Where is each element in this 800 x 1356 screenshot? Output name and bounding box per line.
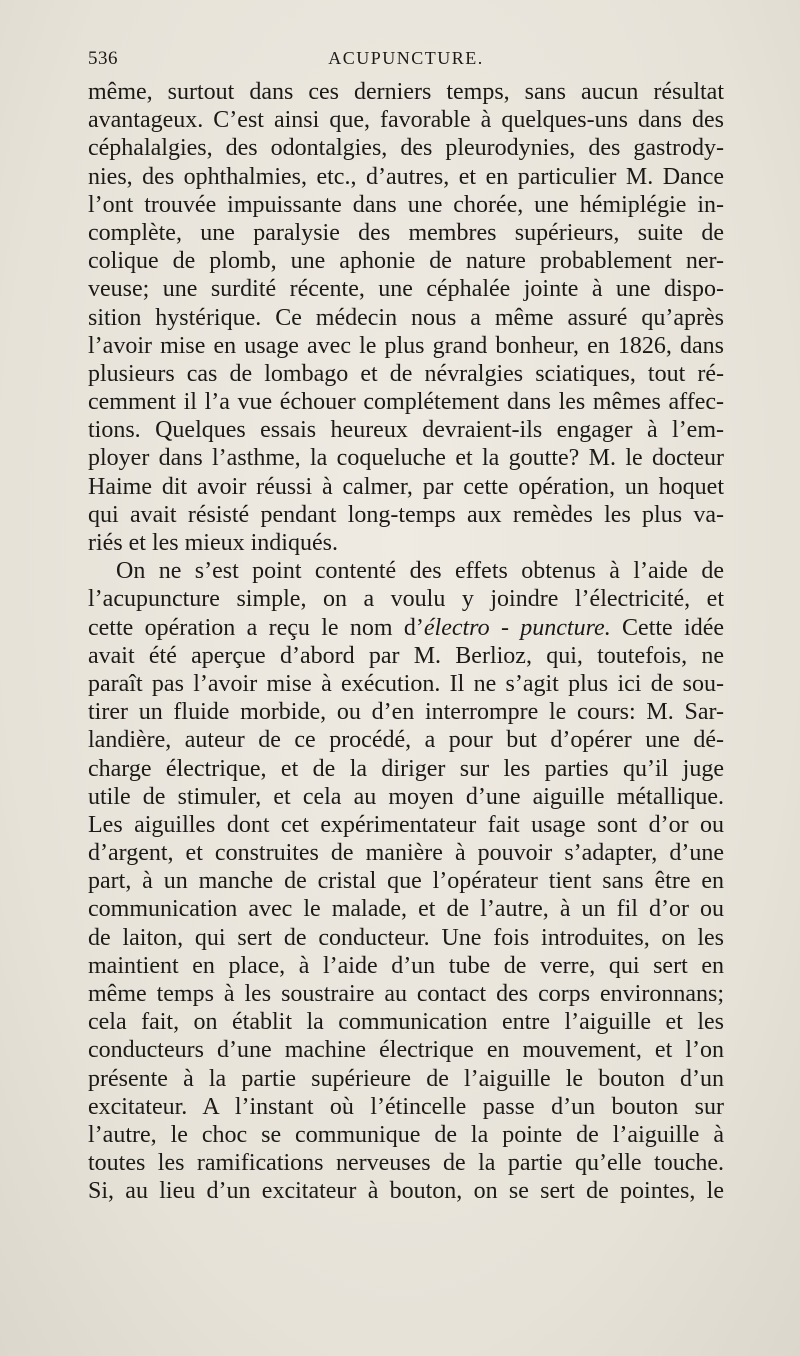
text-line: céphalalgies, des odontalgies, des pleurodynies, des gastrody- bbox=[88, 135, 724, 162]
text-line: même, surtout dans ces derniers temps, sans aucun résultat bbox=[88, 79, 724, 105]
text-line: tions. Quelques essais heureux devraient-ils engager à l’em- bbox=[88, 417, 724, 444]
text-line: Si, au lieu d’un excitateur à bouton, on se sert de pointes, le bbox=[88, 1178, 724, 1205]
text-line: l’acupuncture simple, on a voulu y joindre l’électricité, et bbox=[88, 586, 724, 613]
text-line: veuse; une surdité récente, une céphalée jointe à une dispo- bbox=[88, 276, 724, 303]
text-line: même temps à les soustraire au contact des corps environnans; bbox=[88, 981, 724, 1007]
text-line: Haime dit avoir réussi à calmer, par cette opération, un hoquet bbox=[88, 473, 724, 500]
text-line: part, à un manche de cristal que l’opérateur tient sans être en bbox=[88, 868, 724, 895]
text-line: d’argent, et construites de manière à pouvoir s’adapter, d’une bbox=[88, 840, 724, 867]
text-line: landière, auteur de ce procédé, a pour but d’opérer une dé- bbox=[88, 727, 724, 754]
text-line: avait été aperçue d’abord par M. Berlioz, qui, toutefois, ne bbox=[88, 642, 724, 669]
text-line: de laiton, qui sert de conducteur. Une fois introduites, on les bbox=[88, 924, 724, 951]
text-line: qui avait résisté pendant long-temps aux remèdes les plus va- bbox=[88, 501, 724, 528]
paragraph-first-line: On ne s’est point contenté des effets obtenus à l’aide de bbox=[116, 558, 724, 585]
text-line: colique de plomb, une aphonie de nature probablement ner- bbox=[88, 248, 724, 275]
text-line: Les aiguilles dont cet expérimentateur fait usage sont d’or ou bbox=[88, 811, 724, 838]
text-line: ployer dans l’asthme, la coqueluche et la goutte? M. le docteur bbox=[88, 445, 724, 472]
text-line: plusieurs cas de lombago et de névralgies sciatiques, tout ré- bbox=[88, 360, 724, 387]
text-segment: Cette idée bbox=[610, 614, 724, 641]
text-line: présente à la partie supérieure de l’aiguille le bouton d’un bbox=[88, 1065, 724, 1092]
text-line: conducteurs d’une machine électrique en mouvement, et l’on bbox=[88, 1037, 724, 1064]
text-line: maintient en place, à l’aide d’un tube de verre, qui sert en bbox=[88, 952, 724, 979]
text-line-electro-puncture bbox=[88, 614, 724, 642]
text-line: tirer un fluide morbide, ou d’en interrompre le cours: M. Sar- bbox=[88, 699, 724, 726]
text-line: l’avoir mise en usage avec le plus grand bonheur, en 1826, dans bbox=[88, 332, 724, 359]
text-line: excitateur. A l’instant où l’étincelle passe d’un bouton sur bbox=[88, 1093, 724, 1120]
text-line: charge électrique, et de la diriger sur les parties qu’il juge bbox=[88, 755, 724, 782]
text-line: sition hystérique. Ce médecin nous a même assuré qu’après bbox=[88, 304, 724, 331]
text-line: communication avec le malade, et de l’autre, à un fil d’or ou bbox=[88, 896, 724, 923]
text-segment: cette opération a reçu le nom d’ bbox=[88, 614, 424, 641]
text-line: complète, une paralysie des membres supérieurs, suite de bbox=[88, 219, 724, 246]
body-text bbox=[88, 78, 724, 1206]
text-line: riés et les mieux indiqués. bbox=[88, 530, 338, 556]
text-line: l’ont trouvée impuissante dans une chorée, une hémiplégie in- bbox=[88, 191, 724, 218]
text-line: cela fait, on établit la communication entre l’aiguille et les bbox=[88, 1009, 724, 1036]
text-line: utile de stimuler, et cela au moyen d’une aiguille métallique. bbox=[88, 783, 724, 810]
text-line: nies, des ophthalmies, etc., d’autres, et en particulier M. Dance bbox=[88, 163, 724, 190]
page-number: 536 bbox=[88, 48, 118, 69]
text-line: paraît pas l’avoir mise à exécution. Il ne s’agit plus ici de sou- bbox=[88, 670, 724, 697]
text-line: avantageux. C’est ainsi que, favorable à quelques-uns dans des bbox=[88, 107, 724, 134]
page-header bbox=[88, 48, 724, 74]
text-line: cemment il l’a vue échouer complétement dans les mêmes affec- bbox=[88, 389, 724, 416]
text-line: l’autre, le choc se communique de la pointe de l’aiguille à bbox=[88, 1121, 724, 1148]
running-head: ACUPUNCTURE. bbox=[328, 48, 484, 68]
italic-term: électro - puncture. bbox=[423, 614, 611, 641]
text-line: toutes les ramifications nerveuses de la partie qu’elle touche. bbox=[88, 1150, 724, 1177]
